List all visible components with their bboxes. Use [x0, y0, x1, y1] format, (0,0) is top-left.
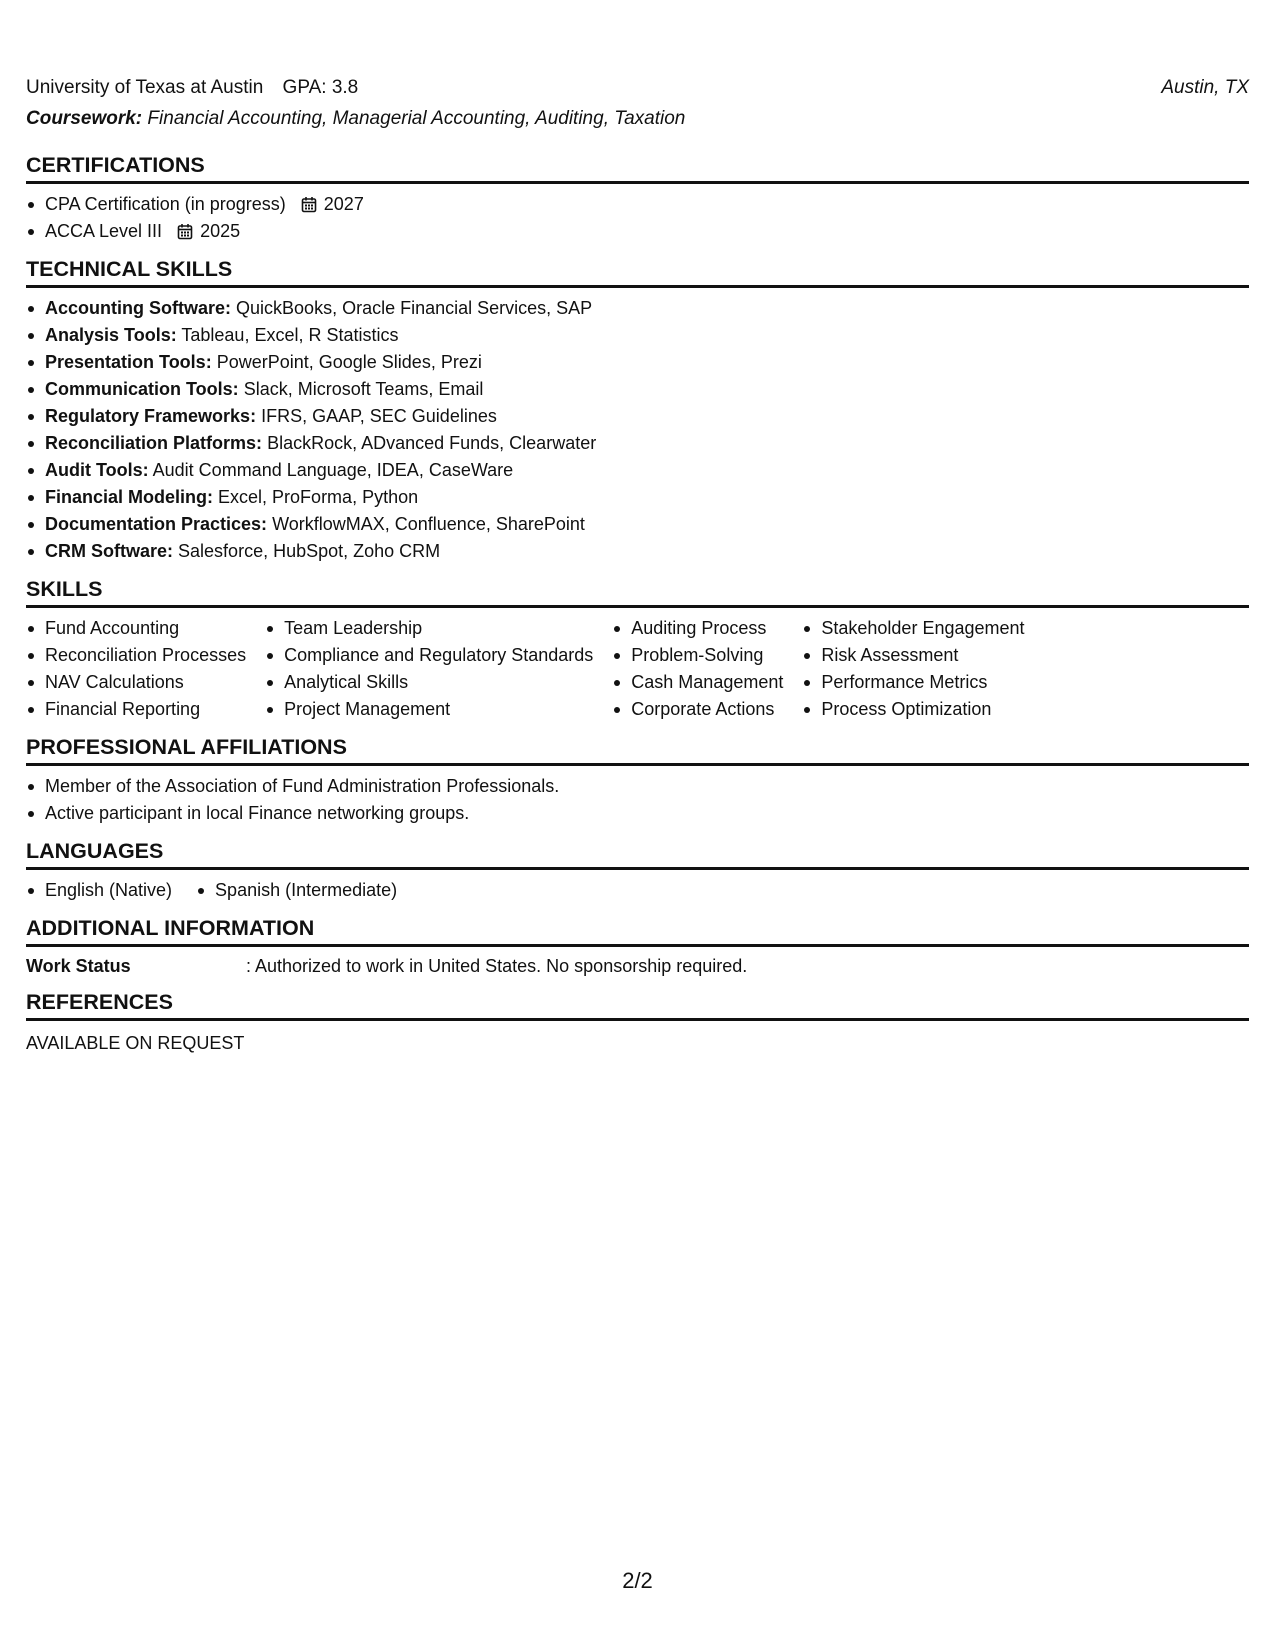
list-item: Member of the Association of Fund Administration Professionals. — [26, 773, 1249, 800]
skills-column — [612, 615, 783, 723]
coursework-label: Coursework: — [26, 108, 143, 129]
certifications-section — [26, 152, 1249, 256]
list-item: CRM Software: Salesforce, HubSpot, Zoho CRM — [26, 538, 1249, 565]
list-item: Process Optimization — [802, 696, 1024, 723]
list-item: Risk Assessment — [802, 642, 1024, 669]
calendar-icon — [177, 223, 193, 240]
skills-column — [802, 615, 1024, 723]
list-item: Spanish (Intermediate) — [196, 877, 397, 904]
list-item: Regulatory Frameworks: IFRS, GAAP, SEC Guidelines — [26, 403, 1249, 430]
list-item: CPA Certification (in progress) 2027 — [26, 191, 1249, 218]
languages-list — [26, 877, 421, 904]
references-title: REFERENCES — [26, 989, 1249, 1021]
references-text: AVAILABLE ON REQUEST — [26, 1033, 245, 1053]
gpa: GPA: 3.8 — [282, 77, 359, 98]
list-item: Project Management — [265, 696, 593, 723]
list-item: Analytical Skills — [265, 669, 593, 696]
resume-content — [26, 76, 1249, 1066]
work-status-label: Work Status — [26, 956, 131, 976]
list-item: Communication Tools: Slack, Microsoft Teams, Email — [26, 376, 1249, 403]
references-section — [26, 989, 1249, 1066]
affiliations-section — [26, 734, 1249, 838]
affiliations-list — [26, 773, 1249, 827]
list-item: Reconciliation Platforms: BlackRock, ADvanced Funds, Clearwater — [26, 430, 1249, 457]
coursework-line — [26, 107, 1249, 131]
list-item: Reconciliation Processes — [26, 642, 246, 669]
skills-title: SKILLS — [26, 576, 1249, 608]
list-item: Active participant in local Finance networking groups. — [26, 800, 1249, 827]
education-line — [26, 76, 1249, 100]
list-item: Stakeholder Engagement — [802, 615, 1024, 642]
list-item: Fund Accounting — [26, 615, 246, 642]
languages-section — [26, 838, 1249, 915]
list-item: Audit Tools: Audit Command Language, IDEA, CaseWare — [26, 457, 1249, 484]
list-item: Documentation Practices: WorkflowMAX, Confluence, SharePoint — [26, 511, 1249, 538]
school-location: Austin, TX — [1161, 77, 1249, 98]
list-item: Compliance and Regulatory Standards — [265, 642, 593, 669]
school-name: University of Texas at Austin — [26, 77, 264, 98]
languages-title: LANGUAGES — [26, 838, 1249, 870]
skills-grid — [26, 608, 1249, 734]
work-status-row — [26, 947, 1249, 989]
list-item: Analysis Tools: Tableau, Excel, R Statistics — [26, 322, 1249, 349]
list-item: Financial Reporting — [26, 696, 246, 723]
certifications-title: CERTIFICATIONS — [26, 152, 1249, 184]
list-item: NAV Calculations — [26, 669, 246, 696]
list-item: Problem-Solving — [612, 642, 783, 669]
additional-info-section — [26, 915, 1249, 989]
page-number: 2/2 — [622, 1568, 653, 1593]
list-item: English (Native) — [26, 877, 172, 904]
list-item: ACCA Level III 2025 — [26, 218, 1249, 245]
skills-column — [265, 615, 593, 723]
work-status-value: : Authorized to work in United States. No sponsorship required. — [246, 956, 748, 976]
list-item: Corporate Actions — [612, 696, 783, 723]
coursework-list: Financial Accounting, Managerial Accounting, Auditing, Taxation — [147, 108, 686, 129]
list-item: Presentation Tools: PowerPoint, Google Slides, Prezi — [26, 349, 1249, 376]
calendar-icon — [301, 196, 317, 213]
affiliations-title: PROFESSIONAL AFFILIATIONS — [26, 734, 1249, 766]
certifications-list — [26, 191, 1249, 245]
list-item: Auditing Process — [612, 615, 783, 642]
list-item: Cash Management — [612, 669, 783, 696]
technical-skills-section — [26, 256, 1249, 576]
skills-section — [26, 576, 1249, 734]
list-item: Financial Modeling: Excel, ProForma, Python — [26, 484, 1249, 511]
skills-column — [26, 615, 246, 723]
list-item: Accounting Software: QuickBooks, Oracle Financial Services, SAP — [26, 295, 1249, 322]
list-item: Team Leadership — [265, 615, 593, 642]
technical-skills-title: TECHNICAL SKILLS — [26, 256, 1249, 288]
additional-info-title: ADDITIONAL INFORMATION — [26, 915, 1249, 947]
technical-skills-list — [26, 295, 1249, 565]
list-item: Performance Metrics — [802, 669, 1024, 696]
